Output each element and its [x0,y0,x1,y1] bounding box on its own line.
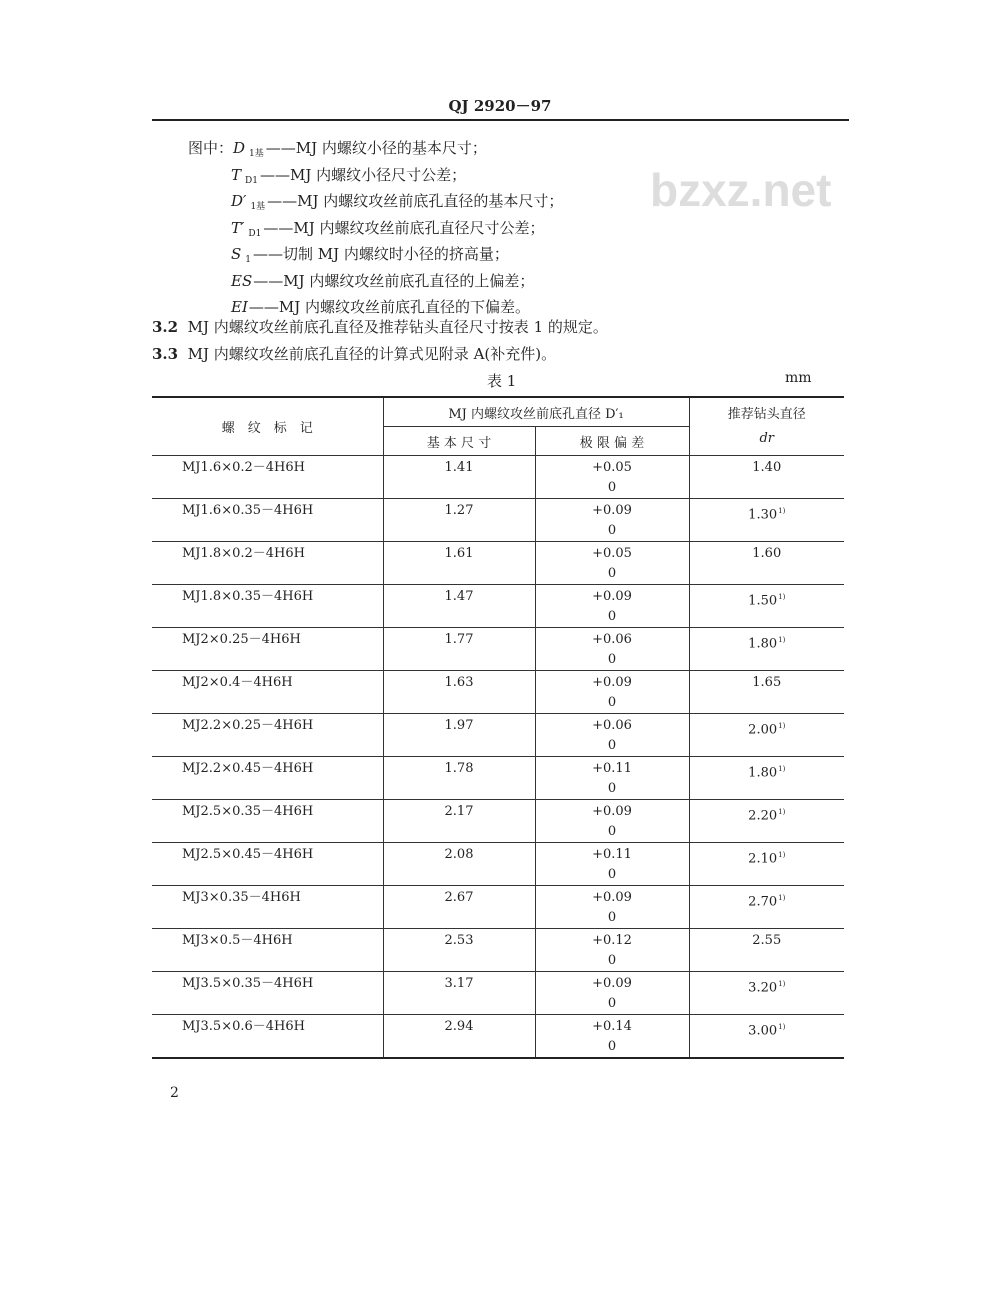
tolerance [535,972,689,1015]
legend-symbol: D′ [231,192,247,210]
tolerance [535,628,689,671]
clause-text: MJ 内螺纹攻丝前底孔直径及推荐钻头直径尺寸按表 1 的规定。 [187,318,608,336]
legend-subscript: 1 [245,255,252,265]
table-row [152,800,844,843]
basic-size: 1.63 [383,671,535,714]
table-row [152,972,844,1015]
drill-diameter [689,542,844,585]
tolerance [535,800,689,843]
thread-mark: MJ3×0.5－4H6H [152,929,383,972]
drill-diameter [689,843,844,886]
footnote-ref: 1) [778,1023,786,1031]
drill-diameter [689,456,844,499]
legend-symbol: T′ [231,218,245,237]
legend-symbol: T [231,165,242,184]
legend-symbol: ES [231,271,253,290]
drill-value: 1.80 [748,636,778,652]
legend-text: ——MJ 内螺纹攻丝前底孔直径尺寸公差； [263,218,545,237]
clause-number: 3.2 [152,318,179,336]
header-drill-symbol: dr [759,430,775,446]
upper-deviation: +0.09 [592,890,632,905]
legend-text: ——MJ 内螺纹攻丝前底孔直径的下偏差。 [248,298,531,316]
thread-mark: MJ2.2×0.25－4H6H [152,714,383,757]
basic-size: 2.08 [383,843,535,886]
legend-symbol: EI [231,298,248,316]
tolerance [535,456,689,499]
drill-value: 1.80 [748,765,778,781]
table-row [152,714,844,757]
basic-size: 2.17 [383,800,535,843]
thread-mark: MJ2.5×0.45－4H6H [152,843,383,886]
basic-size: 2.94 [383,1015,535,1059]
drill-diameter [689,671,844,714]
tolerance [535,585,689,628]
footnote-ref: 1) [778,980,786,988]
legend-text: ——MJ 内螺纹攻丝前底孔直径的上偏差； [253,271,535,290]
tolerance [535,1015,689,1059]
basic-size: 1.47 [383,585,535,628]
legend-item [231,244,509,270]
clause-number: 3.3 [152,345,179,363]
thread-mark: MJ1.6×0.35－4H6H [152,499,383,542]
legend-subscript: 1基 [249,149,264,159]
drill-value: 2.00 [748,722,778,738]
upper-deviation: +0.09 [592,503,632,518]
lower-deviation: 0 [607,480,617,495]
upper-deviation: +0.06 [592,632,632,647]
legend-prefix: 图中： [188,139,234,157]
drill-value: 1.30 [748,507,778,523]
header-basic-size: 基 本 尺 寸 [383,427,535,456]
data-table [152,396,844,1059]
drill-diameter [689,757,844,800]
thread-mark: MJ3.5×0.35－4H6H [152,972,383,1015]
legend-text: ——MJ 内螺纹攻丝前底孔直径的基本尺寸； [267,192,564,210]
upper-deviation: +0.05 [592,460,632,475]
table-row [152,886,844,929]
lower-deviation: 0 [607,953,617,968]
tolerance [535,886,689,929]
tolerance [535,671,689,714]
clause [152,317,608,337]
upper-deviation: +0.09 [592,976,632,991]
lower-deviation: 0 [607,652,617,667]
legend-item [231,191,563,217]
thread-mark: MJ1.8×0.2－4H6H [152,542,383,585]
drill-value: 2.55 [752,933,782,948]
header-tolerance: 极 限 偏 差 [535,427,689,456]
drill-value: 2.20 [748,808,778,824]
header-drill-diameter [689,397,844,456]
tolerance [535,542,689,585]
drill-diameter [689,499,844,542]
thread-mark: MJ2.5×0.35－4H6H [152,800,383,843]
legend-item [231,297,530,317]
drill-diameter [689,714,844,757]
basic-size: 1.78 [383,757,535,800]
upper-deviation: +0.11 [592,761,632,776]
legend-item [188,138,487,164]
table-title: 表 1 [487,372,517,390]
header-hole-diameter: MJ 内螺纹攻丝前底孔直径 D′₁ [383,397,689,427]
legend-text: ——MJ 内螺纹小径的基本尺寸； [265,139,487,157]
table-row [152,929,844,972]
thread-mark: MJ2×0.25－4H6H [152,628,383,671]
table-row [152,757,844,800]
legend-symbol: D [233,139,246,157]
table-row [152,542,844,585]
basic-size: 1.41 [383,456,535,499]
drill-value: 2.70 [748,894,778,910]
table-row [152,456,844,499]
drill-diameter [689,1015,844,1059]
upper-deviation: +0.12 [592,933,632,948]
lower-deviation: 0 [607,1039,617,1054]
table-row [152,499,844,542]
header-thread-mark: 螺 纹 标 记 [152,397,383,456]
tolerance [535,757,689,800]
footnote-ref: 1) [778,636,786,644]
upper-deviation: +0.11 [592,847,632,862]
drill-diameter [689,929,844,972]
lower-deviation: 0 [607,910,617,925]
drill-value: 1.40 [752,460,782,475]
basic-size: 1.97 [383,714,535,757]
upper-deviation: +0.06 [592,718,632,733]
legend-item [231,271,534,291]
footnote-ref: 1) [778,851,786,859]
basic-size: 2.53 [383,929,535,972]
legend-text: ——MJ 内螺纹小径尺寸公差； [259,165,467,184]
tolerance [535,843,689,886]
lower-deviation: 0 [607,609,617,624]
clause-text: MJ 内螺纹攻丝前底孔直径的计算式见附录 A(补充件)。 [187,345,557,363]
table-row [152,843,844,886]
upper-deviation: +0.14 [592,1019,632,1034]
watermark: bzxz.net [650,164,832,216]
footnote-ref: 1) [778,765,786,773]
tolerance [535,929,689,972]
thread-mark: MJ3×0.35－4H6H [152,886,383,929]
footnote-ref: 1) [778,593,786,601]
table-row [152,628,844,671]
thread-mark: MJ2.2×0.45－4H6H [152,757,383,800]
thread-mark: MJ2×0.4－4H6H [152,671,383,714]
basic-size: 1.77 [383,628,535,671]
lower-deviation: 0 [607,523,617,538]
legend-symbol: S [231,245,242,263]
basic-size: 1.61 [383,542,535,585]
unit-label: mm [785,370,812,386]
legend-item [231,165,466,191]
lower-deviation: 0 [607,566,617,581]
drill-value: 3.00 [748,1023,778,1039]
upper-deviation: +0.09 [592,589,632,604]
lower-deviation: 0 [607,996,617,1011]
thread-mark: MJ1.8×0.35－4H6H [152,585,383,628]
footnote-ref: 1) [778,808,786,816]
drill-value: 1.60 [752,546,782,561]
legend-subscript: D1 [248,228,262,239]
page-number: 2 [170,1085,179,1101]
thread-mark: MJ1.6×0.2－4H6H [152,456,383,499]
table-row [152,1015,844,1059]
legend-subscript: D1 [245,175,258,186]
tolerance [535,714,689,757]
lower-deviation: 0 [607,867,617,882]
basic-size: 1.27 [383,499,535,542]
tolerance [535,499,689,542]
upper-deviation: +0.05 [592,546,632,561]
upper-deviation: +0.09 [592,804,632,819]
basic-size: 2.67 [383,886,535,929]
drill-value: 3.20 [748,980,778,996]
drill-value: 2.10 [748,851,778,867]
lower-deviation: 0 [607,738,617,753]
drill-diameter [689,886,844,929]
standard-number-header: QJ 2920－97 [448,97,552,115]
header-rule [152,119,849,121]
upper-deviation: +0.09 [592,675,632,690]
drill-value: 1.50 [748,593,778,609]
basic-size: 3.17 [383,972,535,1015]
table-row [152,671,844,714]
clause [152,344,556,364]
drill-diameter [689,972,844,1015]
drill-diameter [689,800,844,843]
lower-deviation: 0 [607,781,617,796]
footnote-ref: 1) [778,507,786,515]
thread-mark: MJ3.5×0.6－4H6H [152,1015,383,1059]
drill-diameter [689,628,844,671]
legend-item [231,218,545,244]
legend-subscript: 1基 [250,202,266,212]
footnote-ref: 1) [778,894,786,902]
drill-value: 1.65 [752,675,782,690]
header-drill-label: 推荐钻头直径 [727,406,806,422]
table-row [152,585,844,628]
lower-deviation: 0 [607,695,617,710]
drill-diameter [689,585,844,628]
legend-text: ——切制 MJ 内螺纹时小径的挤高量； [253,245,509,263]
lower-deviation: 0 [607,824,617,839]
footnote-ref: 1) [778,722,786,730]
